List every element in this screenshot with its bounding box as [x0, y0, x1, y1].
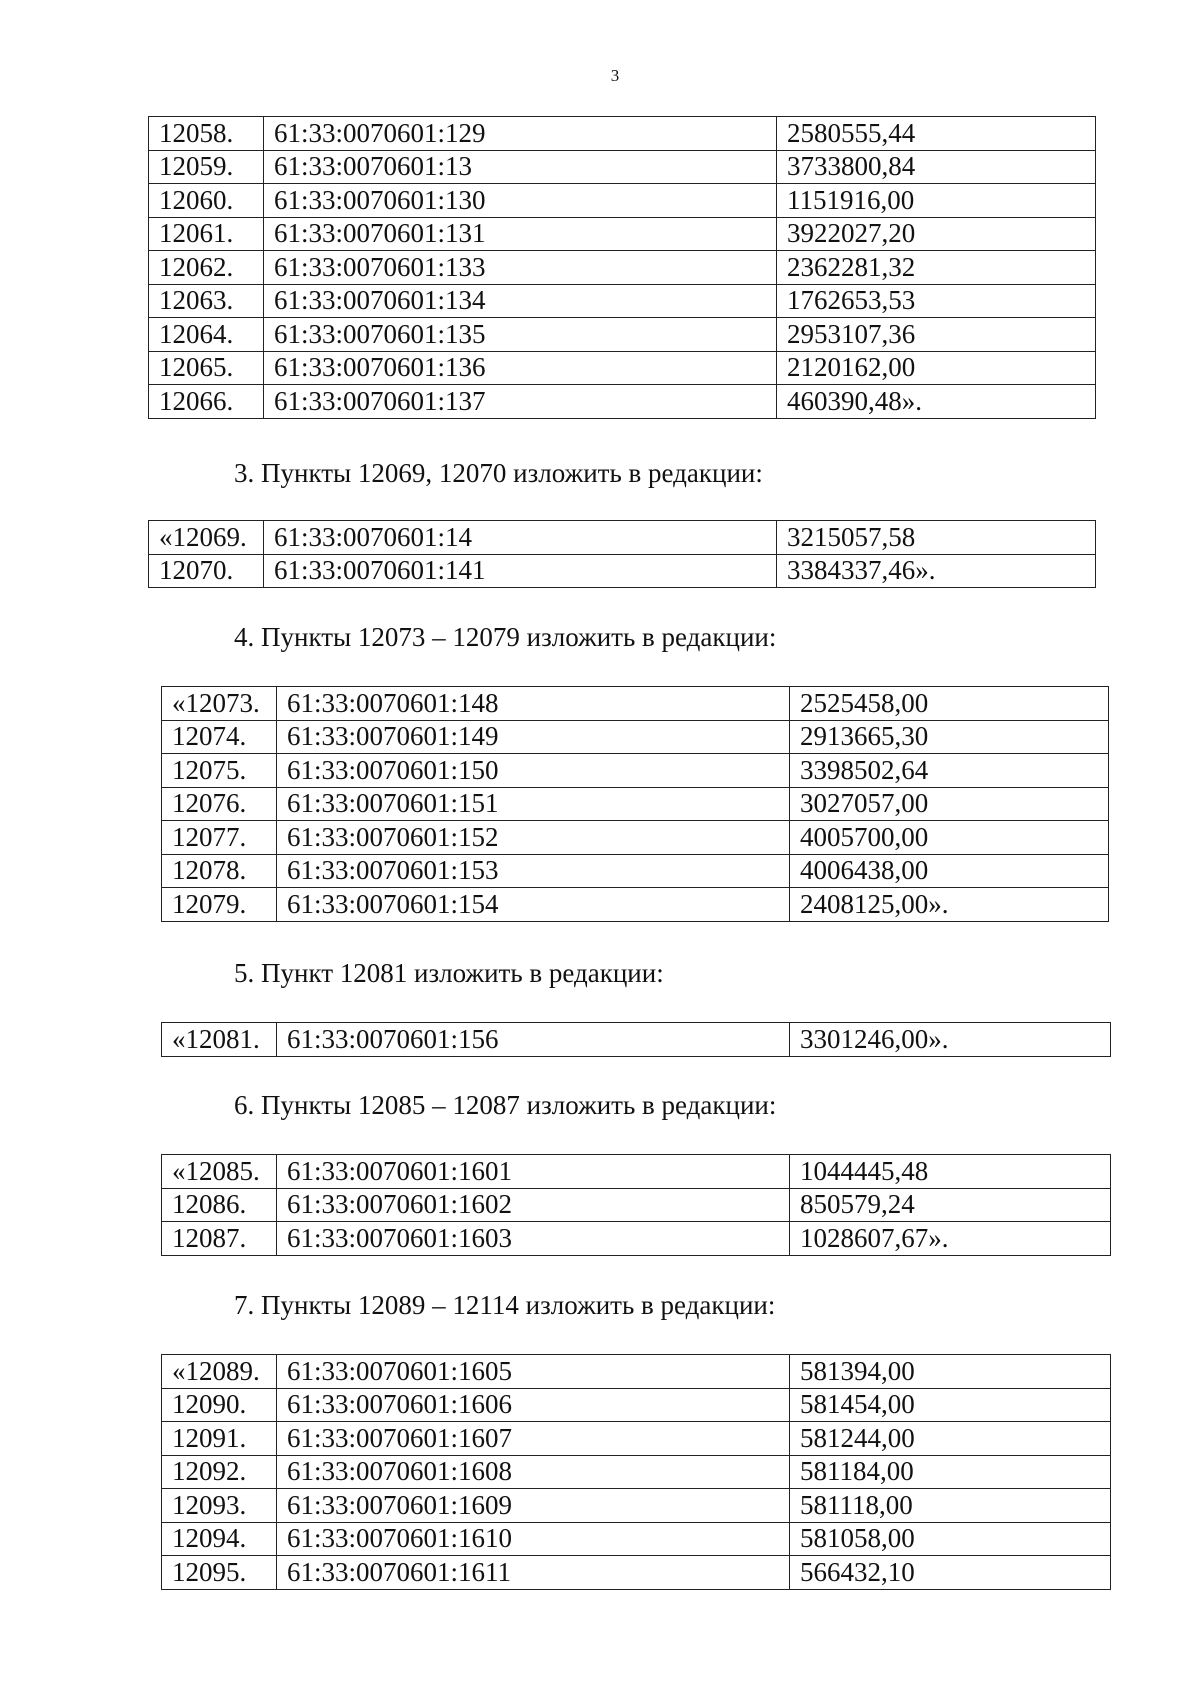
row-number-cell: 12093.	[162, 1489, 277, 1523]
cadastral-number-cell: 61:33:0070601:152	[277, 821, 790, 855]
value-cell: 3215057,58	[777, 521, 1096, 555]
table-section-5	[161, 1354, 1111, 1590]
table-section-0	[148, 116, 1096, 419]
table-row	[162, 1355, 1111, 1389]
value-cell: 3398502,64	[790, 754, 1109, 788]
table-row	[162, 1155, 1111, 1189]
table-row	[162, 1188, 1111, 1222]
table-section-1	[148, 520, 1096, 588]
cadastral-number-cell: 61:33:0070601:134	[264, 284, 777, 318]
row-number-cell: 12063.	[149, 284, 264, 318]
value-cell: 581394,00	[790, 1355, 1111, 1389]
table-row	[162, 888, 1109, 922]
table-row	[162, 787, 1109, 821]
cadastral-number-cell: 61:33:0070601:1601	[277, 1155, 790, 1189]
value-cell: 1762653,53	[777, 284, 1096, 318]
table-row	[149, 251, 1096, 285]
table-row	[162, 1489, 1111, 1523]
cadastral-number-cell: 61:33:0070601:1606	[277, 1388, 790, 1422]
row-number-cell: «12085.	[162, 1155, 277, 1189]
value-cell: 2362281,32	[777, 251, 1096, 285]
value-cell: 2913665,30	[790, 720, 1109, 754]
cadastral-number-cell: 61:33:0070601:156	[277, 1023, 790, 1057]
cadastral-number-cell: 61:33:0070601:1611	[277, 1556, 790, 1590]
row-number-cell: 12074.	[162, 720, 277, 754]
cadastral-number-cell: 61:33:0070601:1603	[277, 1222, 790, 1256]
row-number-cell: 12094.	[162, 1522, 277, 1556]
table-body	[162, 1355, 1111, 1590]
value-cell: 2525458,00	[790, 687, 1109, 721]
row-number-cell: 12058.	[149, 117, 264, 151]
table-row	[162, 1522, 1111, 1556]
table-body	[149, 521, 1096, 588]
table-row	[149, 150, 1096, 184]
page-number: 3	[610, 66, 620, 85]
cadastral-number-cell: 61:33:0070601:150	[277, 754, 790, 788]
table-row	[149, 554, 1096, 588]
row-number-cell: 12077.	[162, 821, 277, 855]
row-number-cell: 12075.	[162, 754, 277, 788]
row-number-cell: 12059.	[149, 150, 264, 184]
cadastral-number-cell: 61:33:0070601:1605	[277, 1355, 790, 1389]
cadastral-number-cell: 61:33:0070601:133	[264, 251, 777, 285]
instruction-section-5: 7. Пункты 12089 – 12114 изложить в редакции:	[234, 1290, 776, 1320]
table-row	[162, 1388, 1111, 1422]
table-row	[162, 687, 1109, 721]
cadastral-number-cell: 61:33:0070601:129	[264, 117, 777, 151]
cadastral-number-cell: 61:33:0070601:153	[277, 854, 790, 888]
row-number-cell: 12062.	[149, 251, 264, 285]
cadastral-number-cell: 61:33:0070601:1602	[277, 1188, 790, 1222]
row-number-cell: 12064.	[149, 318, 264, 352]
value-cell: 2953107,36	[777, 318, 1096, 352]
cadastral-number-cell: 61:33:0070601:154	[277, 888, 790, 922]
table-section-4	[161, 1154, 1111, 1256]
instruction-section-4: 6. Пункты 12085 – 12087 изложить в редакции:	[234, 1090, 777, 1120]
cadastral-number-cell: 61:33:0070601:1610	[277, 1522, 790, 1556]
row-number-cell: 12090.	[162, 1388, 277, 1422]
value-cell: 3922027,20	[777, 217, 1096, 251]
row-number-cell: «12073.	[162, 687, 277, 721]
row-number-cell: 12092.	[162, 1455, 277, 1489]
row-number-cell: 12091.	[162, 1422, 277, 1456]
value-cell: 3384337,46».	[777, 554, 1096, 588]
table-row	[149, 521, 1096, 555]
value-cell: 581058,00	[790, 1522, 1111, 1556]
table-row	[162, 854, 1109, 888]
row-number-cell: 12076.	[162, 787, 277, 821]
value-cell: 2408125,00».	[790, 888, 1109, 922]
table-body	[162, 687, 1109, 922]
value-cell: 3027057,00	[790, 787, 1109, 821]
cadastral-number-cell: 61:33:0070601:130	[264, 184, 777, 218]
cadastral-number-cell: 61:33:0070601:151	[277, 787, 790, 821]
value-cell: 850579,24	[790, 1188, 1111, 1222]
table-row	[149, 318, 1096, 352]
table-row	[162, 1556, 1111, 1590]
value-cell: 4006438,00	[790, 854, 1109, 888]
table-section-2	[161, 686, 1109, 922]
cadastral-number-cell: 61:33:0070601:1607	[277, 1422, 790, 1456]
row-number-cell: 12061.	[149, 217, 264, 251]
table-row	[149, 184, 1096, 218]
value-cell: 581118,00	[790, 1489, 1111, 1523]
value-cell: 1044445,48	[790, 1155, 1111, 1189]
cadastral-number-cell: 61:33:0070601:13	[264, 150, 777, 184]
table-section-3	[161, 1022, 1111, 1057]
cadastral-number-cell: 61:33:0070601:131	[264, 217, 777, 251]
cadastral-number-cell: 61:33:0070601:135	[264, 318, 777, 352]
table-row	[162, 1222, 1111, 1256]
table-row	[162, 1455, 1111, 1489]
row-number-cell: 12078.	[162, 854, 277, 888]
row-number-cell: «12081.	[162, 1023, 277, 1057]
cadastral-number-cell: 61:33:0070601:1608	[277, 1455, 790, 1489]
row-number-cell: 12087.	[162, 1222, 277, 1256]
cadastral-number-cell: 61:33:0070601:137	[264, 385, 777, 419]
value-cell: 2120162,00	[777, 351, 1096, 385]
table-body	[162, 1023, 1111, 1057]
row-number-cell: 12079.	[162, 888, 277, 922]
cadastral-number-cell: 61:33:0070601:14	[264, 521, 777, 555]
value-cell: 566432,10	[790, 1556, 1111, 1590]
cadastral-number-cell: 61:33:0070601:141	[264, 554, 777, 588]
value-cell: 581244,00	[790, 1422, 1111, 1456]
value-cell: 1151916,00	[777, 184, 1096, 218]
row-number-cell: 12095.	[162, 1556, 277, 1590]
cadastral-number-cell: 61:33:0070601:136	[264, 351, 777, 385]
value-cell: 460390,48».	[777, 385, 1096, 419]
table-row	[162, 1023, 1111, 1057]
row-number-cell: 12065.	[149, 351, 264, 385]
table-row	[162, 1422, 1111, 1456]
row-number-cell: 12086.	[162, 1188, 277, 1222]
table-row	[149, 385, 1096, 419]
value-cell: 4005700,00	[790, 821, 1109, 855]
cadastral-number-cell: 61:33:0070601:1609	[277, 1489, 790, 1523]
table-row	[162, 821, 1109, 855]
instruction-section-1: 3. Пункты 12069, 12070 изложить в редакции:	[234, 458, 763, 488]
row-number-cell: 12060.	[149, 184, 264, 218]
table-row	[149, 284, 1096, 318]
table-row	[149, 117, 1096, 151]
instruction-section-2: 4. Пункты 12073 – 12079 изложить в редакции:	[234, 622, 777, 652]
value-cell: 2580555,44	[777, 117, 1096, 151]
table-body	[149, 117, 1096, 419]
cadastral-number-cell: 61:33:0070601:148	[277, 687, 790, 721]
table-row	[162, 720, 1109, 754]
table-row	[162, 754, 1109, 788]
row-number-cell: «12089.	[162, 1355, 277, 1389]
table-row	[149, 217, 1096, 251]
value-cell: 581454,00	[790, 1388, 1111, 1422]
row-number-cell: 12070.	[149, 554, 264, 588]
row-number-cell: 12066.	[149, 385, 264, 419]
instruction-section-3: 5. Пункт 12081 изложить в редакции:	[234, 958, 664, 988]
value-cell: 3301246,00».	[790, 1023, 1111, 1057]
value-cell: 1028607,67».	[790, 1222, 1111, 1256]
cadastral-number-cell: 61:33:0070601:149	[277, 720, 790, 754]
table-row	[149, 351, 1096, 385]
row-number-cell: «12069.	[149, 521, 264, 555]
value-cell: 581184,00	[790, 1455, 1111, 1489]
value-cell: 3733800,84	[777, 150, 1096, 184]
table-body	[162, 1155, 1111, 1256]
